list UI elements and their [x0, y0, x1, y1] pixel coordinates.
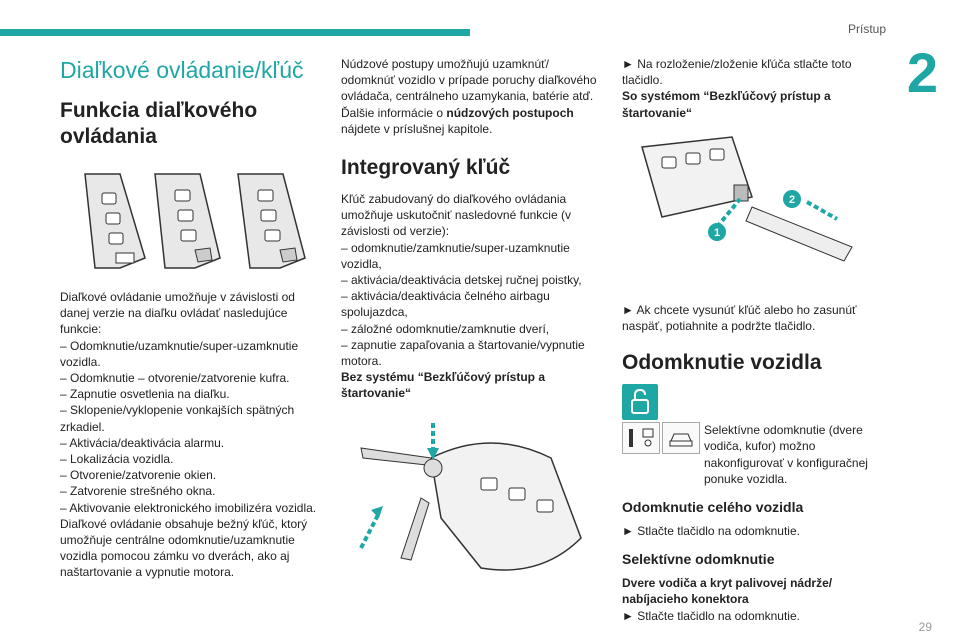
emergency-ref-bold: núdzových postupoch: [446, 105, 574, 120]
list-item: – Sklopenie/vyklopenie vonkajších spätných zrkadiel.: [60, 403, 295, 434]
list-item: – Odomknutie – otvorenie/zatvorenie kufra.: [60, 371, 290, 386]
list-item: – odomknutie/zamknutie/super-uzamknutie vozidla,: [341, 240, 570, 271]
unlock-heading: Odomknutie vozidla: [622, 351, 822, 375]
emergency-ref-end: nájdete v príslušnej kapitole.: [341, 121, 493, 136]
flip-key-illustration: [341, 418, 603, 593]
list-item: – Otvorenie/zatvorenie okien.: [60, 468, 217, 483]
integrated-key-intro: Kľúč zabudovaný do diaľkového ovládania umožňuje uskutočniť nasledovné funkcie (v závislosti od verzie):: [341, 192, 571, 239]
chapter-number: 2: [906, 41, 938, 104]
remote-key-3-icon: [238, 174, 305, 268]
driver-door-note: Dvere vodiča a kryt palivovej nádrže/ nabíjacieho konektora: [622, 576, 833, 607]
intro-paragraph: Diaľkové ovládanie umožňuje v závislosti od danej verzie na diaľku ovládať nasledujúce funkcie:: [60, 290, 295, 337]
unlock-icon: [622, 384, 658, 420]
function-list: [60, 338, 322, 516]
svg-text:2: 2: [788, 193, 796, 206]
integrated-key-list: [341, 240, 603, 370]
list-item: – Zatvorenie strešného okna.: [60, 484, 216, 499]
column-1: [60, 56, 322, 581]
emergency-ref: [341, 105, 603, 137]
selective-unlock-instruction: ► Stlačte tlačidlo na odomknutie.: [622, 608, 800, 623]
list-item: – Odomknutie/uzamknutie/super-uzamknutie vozidla.: [60, 338, 299, 369]
car-icon: [662, 422, 700, 454]
page-title: Diaľkové ovládanie/kľúč: [60, 57, 304, 83]
selective-unlock-text: Selektívne odomknutie (dvere vodiča, kufor) možno nakonfigurovať v konfiguračnej ponuke vozidla.: [704, 423, 868, 486]
list-item: – aktivácia/deaktivácia čelného airbagu spolujazdca,: [341, 289, 550, 320]
config-icon: [622, 422, 660, 454]
column-3: [622, 56, 884, 624]
integrated-key-heading: Integrovaný kľúč: [341, 156, 511, 180]
selective-unlock-heading: Selektívne odomknutie: [622, 551, 775, 568]
selective-unlock-row: [622, 422, 884, 487]
list-item: – zapnutie zapaľovania a štartovanie/vypnutie motora.: [341, 337, 585, 369]
keyless-key-illustration: [622, 127, 884, 292]
column-2: [341, 56, 603, 603]
page-number: 29: [918, 620, 932, 634]
slide-key-instruction: ► Ak chcete vysunúť kľúč alebo ho zasunúť naspäť, potiahnite a podržte tlačidlo.: [622, 302, 857, 334]
list-item: – Aktivácia/deaktivácia alarmu.: [60, 435, 225, 450]
key-paragraph: Diaľkové ovládanie obsahuje bežný kľúč, ktorý umožňuje centrálne odomknutie/uzamknutie vozidla pomocou zámku vo dverách, ako aj naštartovanie a vypnutie motora.: [60, 516, 308, 580]
list-item: – Zapnutie osvetlenia na diaľku.: [60, 387, 230, 402]
section-label: Prístup: [847, 22, 886, 36]
list-item: – Aktivovanie elektronického imobilizéra vozidla.: [60, 500, 317, 515]
remote-keys-illustration: [60, 168, 322, 279]
emergency-paragraph: Núdzové postupy umožňujú uzamknúť/ odomknúť vozidlo v prípade poruchy diaľkového ovládača, centrálneho uzamykania, batérie atď.: [341, 57, 597, 104]
fold-instruction: ► Na rozloženie/zloženie kľúča stlačte toto tlačidlo.: [622, 57, 852, 88]
list-item: – záložné odomknutie/zamknutie dverí,: [341, 321, 550, 336]
with-keyless-note: So systémom “Bezkľúčový prístup a štartovanie“: [622, 89, 831, 120]
section-title: Funkcia diaľkového ovládania: [60, 99, 258, 148]
unlock-all-instruction: ► Stlačte tlačidlo na odomknutie.: [622, 524, 800, 539]
svg-text:1: 1: [713, 226, 721, 239]
unlock-all-heading: Odomknutie celého vozidla: [622, 499, 804, 516]
header-accent-bar: [0, 29, 470, 36]
list-item: – Lokalizácia vozidla.: [60, 452, 174, 467]
remote-key-1-icon: [85, 174, 145, 268]
list-item: – aktivácia/deaktivácia detskej ručnej poistky,: [341, 273, 582, 288]
remote-key-2-icon: [155, 174, 220, 268]
emergency-ref-text: Ďalšie informácie o: [341, 105, 447, 120]
without-keyless-note: Bez systému “Bezkľúčový prístup a štartovanie“: [341, 370, 546, 401]
